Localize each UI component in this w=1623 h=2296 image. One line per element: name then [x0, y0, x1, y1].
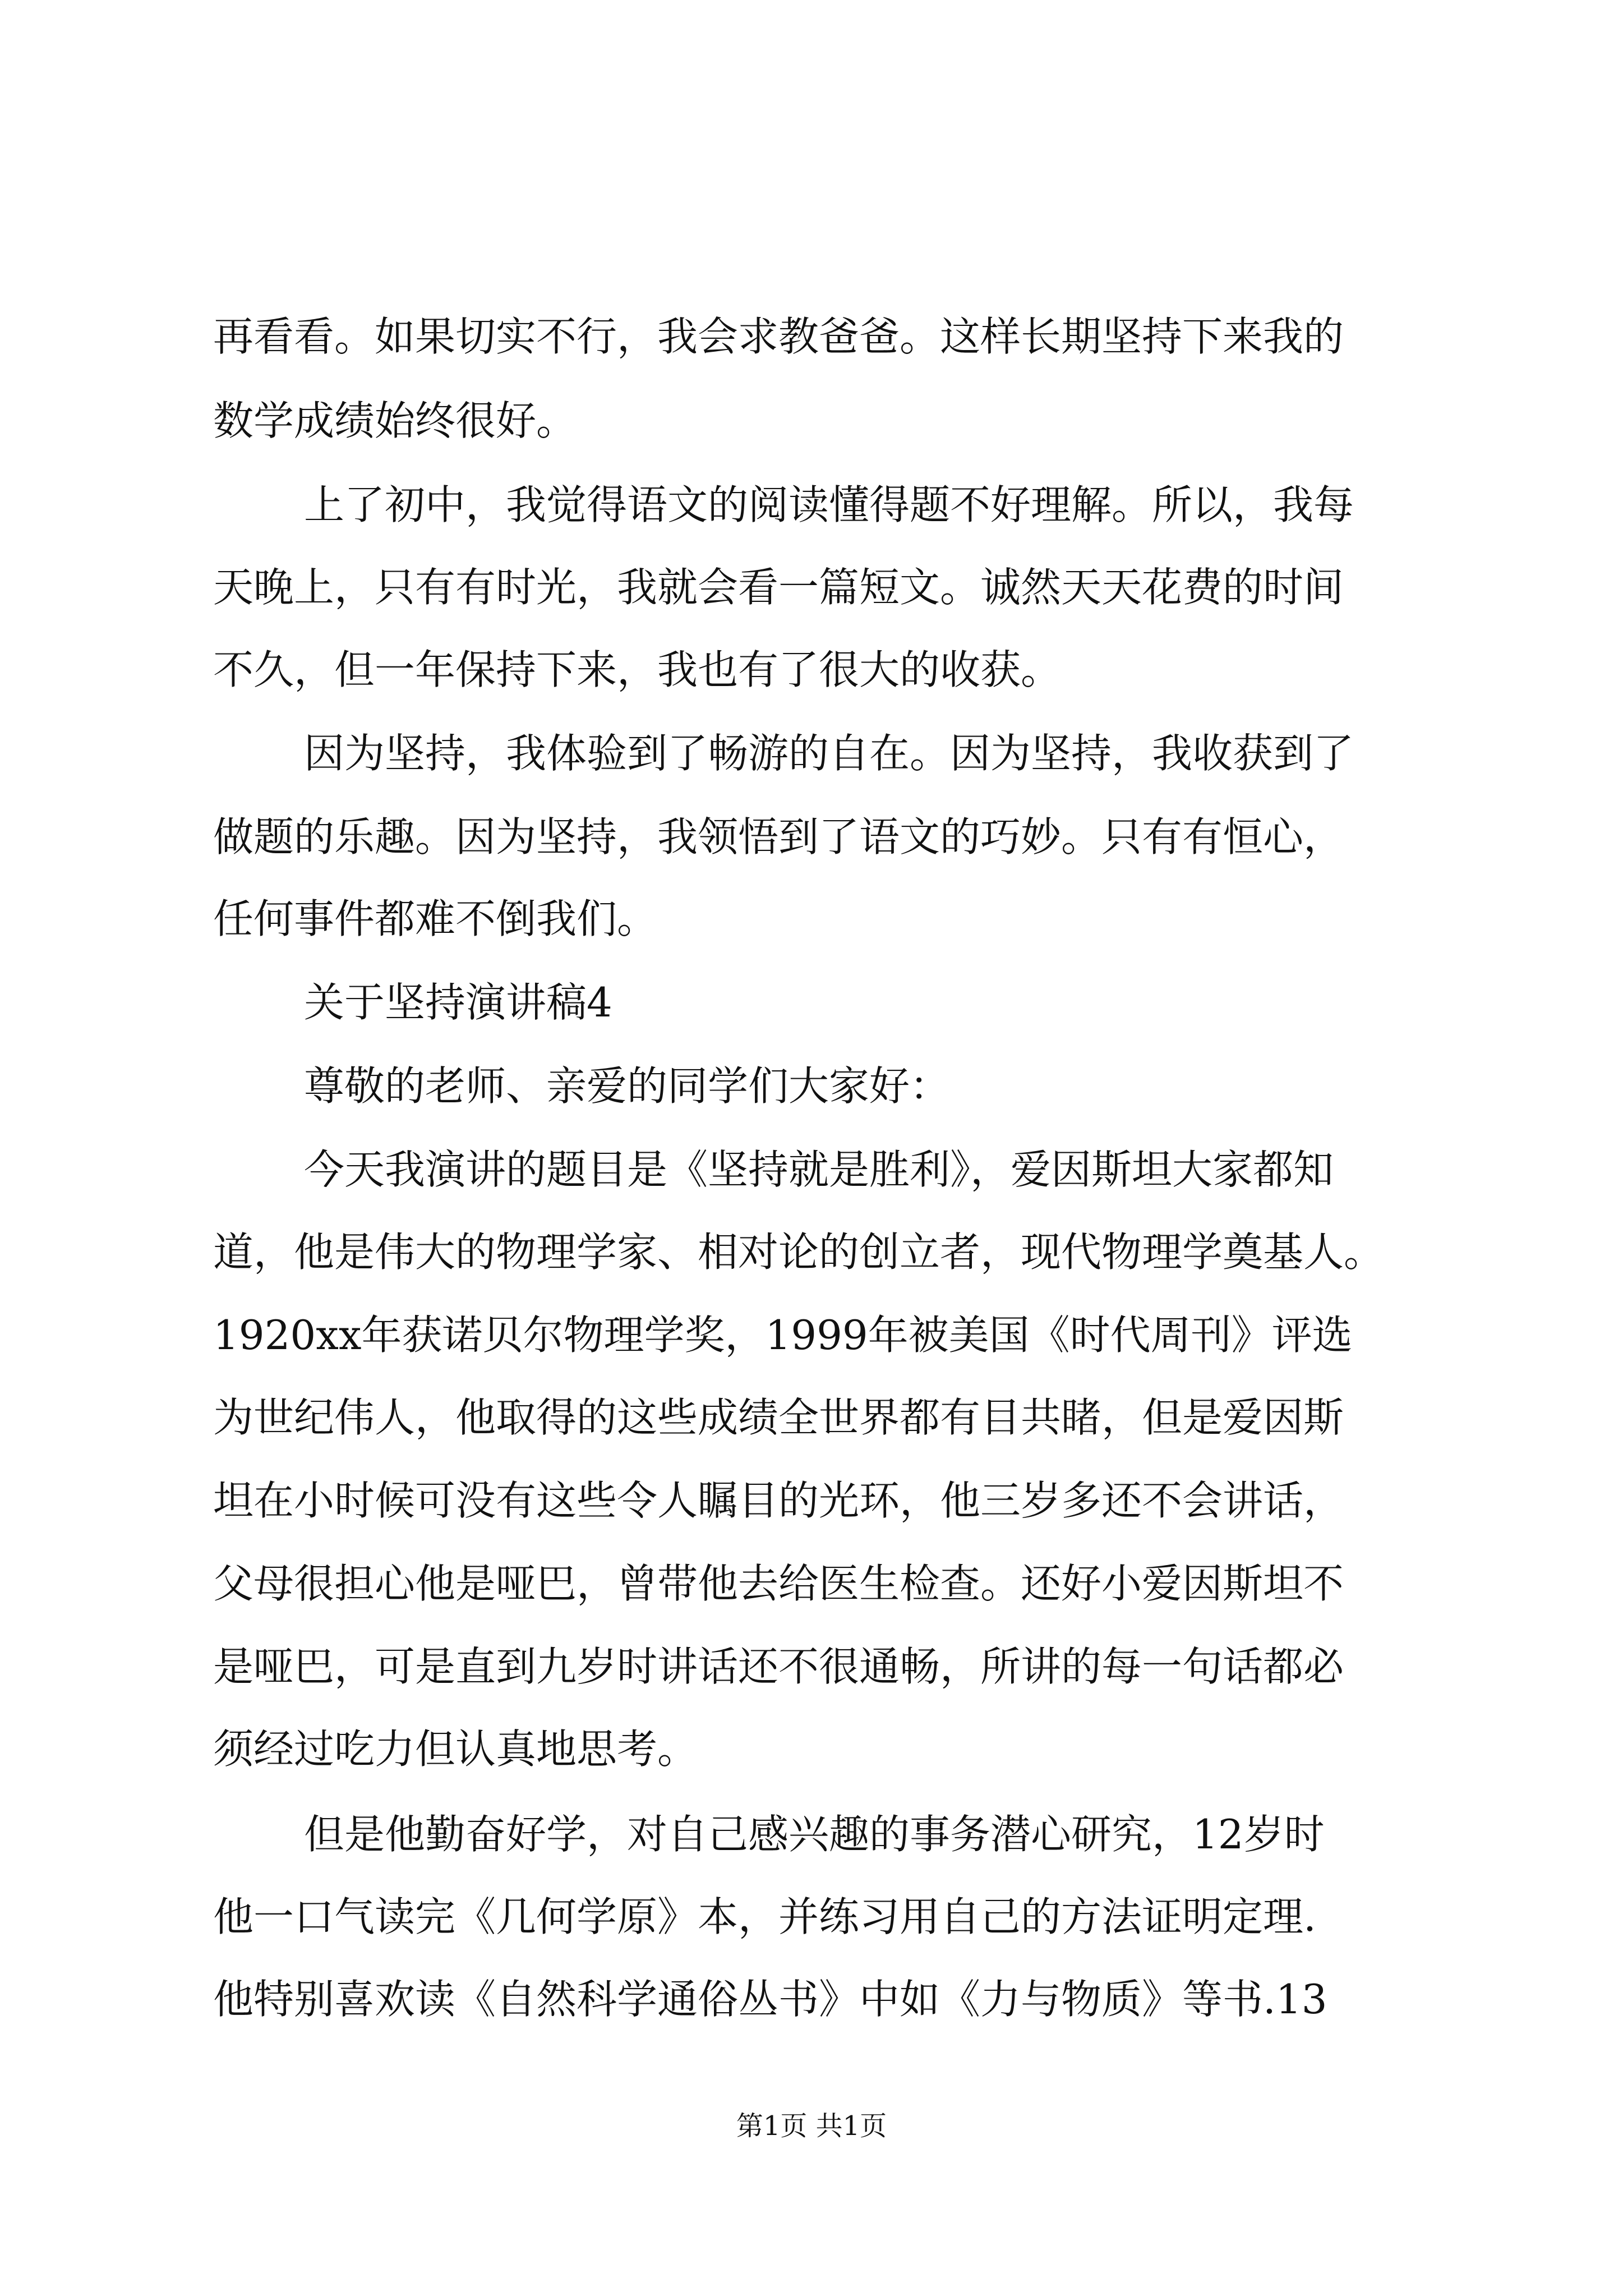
section-heading: 关于坚持演讲稿4: [304, 979, 612, 1026]
text-line: 须经过吃力但认真地思考。: [213, 1726, 698, 1773]
salutation-line: 尊敬的老师、亲爱的同学们大家好：: [304, 1062, 951, 1110]
text-line: 做题的乐趣。因为坚持，我领悟到了语文的巧妙。只有有恒心，: [213, 813, 1344, 861]
paragraph-start-line: 因为坚持，我体验到了畅游的自在。因为坚持，我收获到了: [304, 730, 1354, 777]
text-line: 不久，但一年保持下来，我也有了很大的收获。: [213, 646, 1062, 693]
paragraph-start-line: 今天我演讲的题目是《坚持就是胜利》，爱因斯坦大家都知: [304, 1146, 1334, 1193]
paragraph-start-line: 上了初中，我觉得语文的阅读懂得题不好理解。所以，我每: [304, 481, 1354, 528]
text-line: 他特别喜欢读《自然科学通俗丛书》中如《力与物质》等书.13: [213, 1976, 1327, 2023]
text-line: 任何事件都难不倒我们。: [213, 895, 658, 942]
page-footer: 第1页 共1页: [736, 2110, 887, 2142]
text-line: 天晚上，只有有时光，我就会看一篇短文。诚然天天花费的时间: [213, 564, 1344, 611]
text-line: 道，他是伟大的物理学家、相对论的创立者，现代物理学奠基人。: [213, 1228, 1385, 1276]
text-line: 为世纪伟人，他取得的这些成绩全世界都有目共睹，但是爱因斯: [213, 1394, 1344, 1441]
text-line: 再看看。如果切实不行，我会求教爸爸。这样长期坚持下来我的: [213, 313, 1344, 360]
text-line: 数学成绩始终很好。: [213, 397, 577, 444]
text-line: 是哑巴，可是直到九岁时讲话还不很通畅，所讲的每一句话都必: [213, 1643, 1344, 1690]
text-line: 父母很担心他是哑巴，曾带他去给医生检查。还好小爱因斯坦不: [213, 1560, 1344, 1607]
text-line: 他一口气读完《几何学原》本，并练习用自己的方法证明定理.: [213, 1893, 1316, 1940]
text-line: 坦在小时候可没有这些令人瞩目的光环，他三岁多还不会讲话，: [213, 1477, 1344, 1524]
paragraph-start-line: 但是他勤奋好学，对自己感兴趣的事务潜心研究，12岁时: [304, 1811, 1325, 1858]
text-line: 1920xx年获诺贝尔物理学奖，1999年被美国《时代周刊》评选: [213, 1312, 1353, 1359]
